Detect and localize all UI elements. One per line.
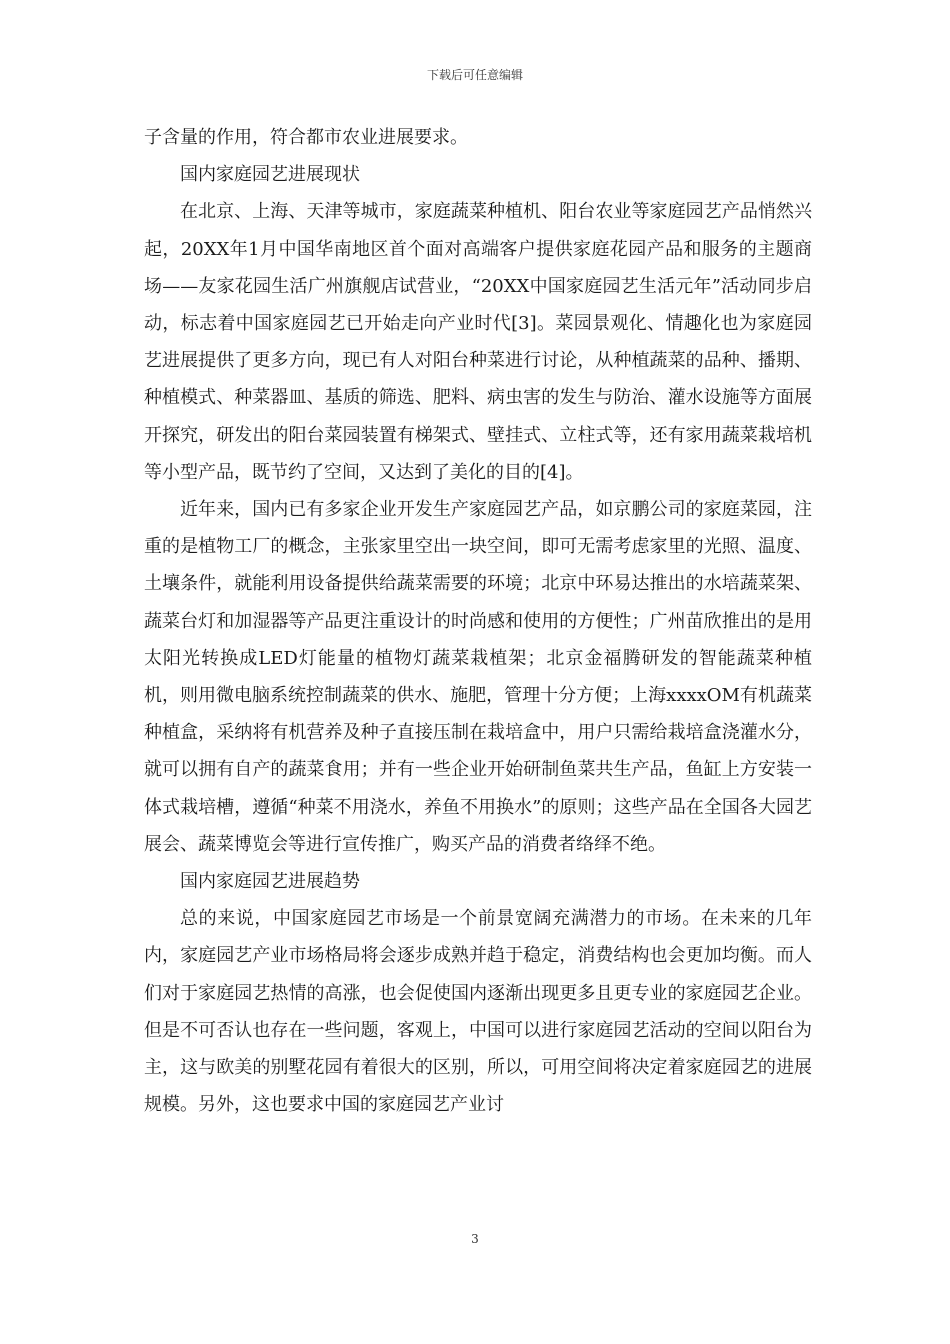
page-header: 下载后可任意编辑 [426, 68, 523, 82]
section-heading-current-status: 国内家庭园艺进展现状 [180, 164, 360, 186]
section-heading-trends: 国内家庭园艺进展趋势 [180, 871, 360, 893]
paragraph-continuation: 子含量的作用，符合都市农业进展要求。 [144, 127, 468, 148]
paragraph-trends: 总的来说，中国家庭园艺市场是一个前景宽阔充满潜力的市场。在未来的几年内，家庭园艺产业市场格局将会逐步成熟并趋于稳定，消费结构也会更加均衡。而人们对于家庭园艺热情的高涨，也会促使国内逐渐出现更多且更专业的家庭园艺企业。但是不可否认也存在一些问题，客观上，中国可以进行家庭园艺活动的空间以阳台为主，这与欧美的别墅花园有着很大的区别，所以，可用空间将决定着家庭园艺的进展规模。另外，这也要求中国的家庭园艺产业讨 [144, 908, 812, 1116]
paragraph-current-status: 在北京、上海、天津等城市，家庭蔬菜种植机、阳台农业等家庭园艺产品悄然兴起，20XX年1月中国华南地区首个面对高端客户提供家庭花园产品和服务的主题商场——友家花园生活广州旗舰店试营业，“20XX中国家庭园艺生活元年”活动同步启动，标志着中国家庭园艺已开始走向产业时代[3]。菜园景观化、情趣化也为家庭园艺进展提供了更多方向，现已有人对阳台种菜进行讨论，从种植蔬菜的品种、播期、种植模式、种菜器皿、基质的筛选、肥料、病虫害的发生与防治、灌水设施等方面展开探究，研发出的阳台菜园装置有梯架式、壁挂式、立柱式等，还有家用蔬菜栽培机等小型产品，既节约了空间，又达到了美化的目的[4]。 [144, 201, 812, 483]
paragraph-domestic-products: 近年来，国内已有多家企业开发生产家庭园艺产品，如京鹏公司的家庭菜园，注重的是植物工厂的概念，主张家里空出一块空间，即可无需考虑家里的光照、温度、土壤条件，就能利用设备提供给蔬菜需要的环境；北京中环易达推出的水培蔬菜架、蔬菜台灯和加湿器等产品更注重设计的时尚感和使用的方便性；广州苗欣推出的是用太阳光转换成LED灯能量的植物灯蔬菜栽植架；北京金福腾研发的智能蔬菜种植机，则用微电脑系统控制蔬菜的供水、施肥，管理十分方便；上海xxxxOM有机蔬菜种植盒，采纳将有机营养及种子直接压制在栽培盒中，用户只需给栽培盒浇灌水分，就可以拥有自产的蔬菜食用；并有一些企业开始研制鱼菜共生产品，鱼缸上方安装一体式栽培槽，遵循“种菜不用浇水，养鱼不用换水”的原则；这些产品在全国各大园艺展会、蔬菜博览会等进行宣传推广，购买产品的消费者络绎不绝。 [144, 499, 812, 855]
page-number: 3 [471, 1232, 479, 1246]
document-body [144, 119, 812, 1123]
